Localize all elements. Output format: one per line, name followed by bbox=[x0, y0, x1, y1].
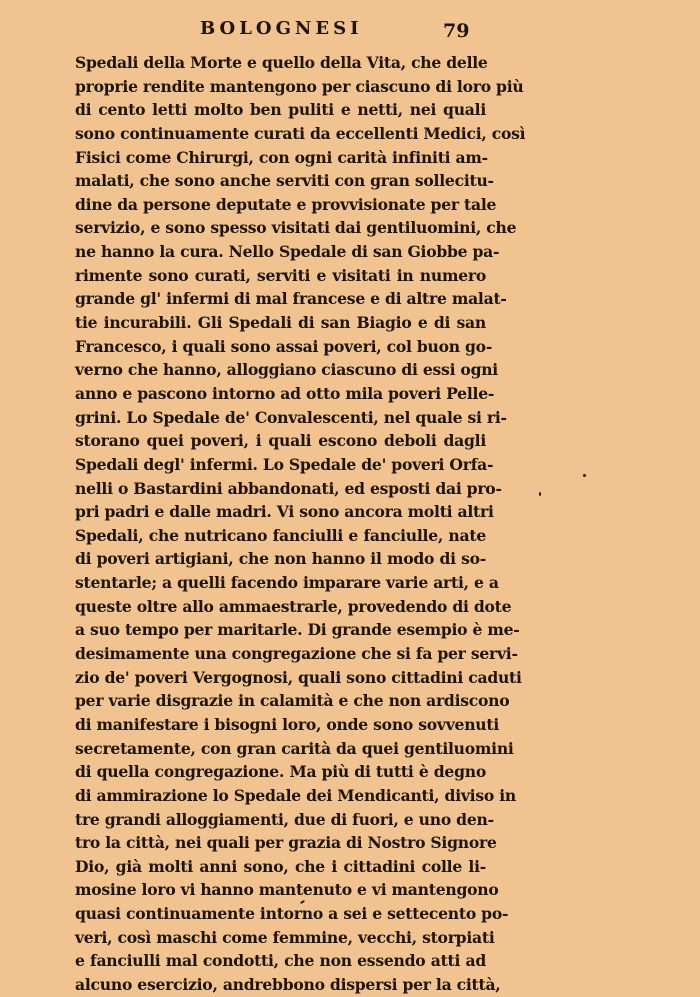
text-line: quasi continuamente intorno a sei e settecento po- bbox=[75, 904, 509, 924]
text-line: proprie rendite mantengono per ciascuno di loro più bbox=[75, 76, 524, 96]
text-line: di quella congregazione. Ma più di tutti è degno bbox=[75, 762, 486, 782]
text-line: alcuno esercizio, andrebbono dispersi per la città, bbox=[75, 974, 501, 994]
text-line: tre grandi alloggiamenti, due di fuori, e uno den- bbox=[75, 809, 494, 829]
text-line: Dio, già molti anni sono, che i cittadini colle li- bbox=[75, 856, 486, 876]
text-line: di poveri artigiani, che non hanno il modo di so- bbox=[75, 549, 486, 569]
text-line: storano quei poveri, i quali escono deboli dagli bbox=[75, 431, 486, 451]
text-line: desimamente una congregazione che si fa per servi- bbox=[75, 644, 518, 664]
text-line: di manifestare i bisogni loro, onde sono sovvenuti bbox=[75, 714, 500, 734]
text-line: grande gl' infermi di mal francese e di altre malat- bbox=[75, 289, 507, 309]
text-line: stentarle; a quelli facendo imparare varie arti, e a bbox=[75, 573, 499, 593]
text-line: Spedali, che nutricano fanciulli e fanciulle, nate bbox=[75, 525, 486, 545]
text-line: Francesco, i quali sono assai poveri, col buon go- bbox=[75, 336, 493, 356]
text-line: verno che hanno, alloggiano ciascuno di essi ogni bbox=[75, 360, 498, 380]
text-line: veri, così maschi come femmine, vecchi, storpiati bbox=[75, 927, 495, 947]
page-number: 79 bbox=[443, 20, 470, 42]
text-line: pri padri e dalle madri. Vi sono ancora molti altri bbox=[75, 502, 494, 522]
text-line: e fanciulli mal condotti, che non essendo atti ad bbox=[75, 951, 486, 971]
text-line: mosine loro vi hanno mantenuto e vi mantengono bbox=[75, 880, 499, 900]
text-line: grini. Lo Spedale de' Convalescenti, nel quale si ri- bbox=[75, 407, 507, 427]
text-line: dine da persone deputate e provvisionate per tale bbox=[75, 194, 497, 214]
text-line: anno e pascono intorno ad otto mila poveri Pelle- bbox=[75, 383, 495, 403]
text-line: secretamente, con gran carità da quei gentiluomini bbox=[75, 738, 514, 758]
running-title: BOLOGNESI bbox=[200, 18, 363, 39]
text-line: tro la città, nei quali per grazia di Nostro Signore bbox=[75, 833, 497, 853]
text-line: Spedali degl' infermi. Lo Spedale de' poveri Orfa- bbox=[75, 454, 494, 474]
text-line: servizio, e sono spesso visitati dai gentiluomini, che bbox=[75, 218, 517, 238]
text-line: di cento letti molto ben puliti e netti, nei quali bbox=[75, 100, 486, 120]
scan-speck bbox=[583, 474, 586, 477]
body-text bbox=[75, 51, 526, 997]
text-line: sono continuamente curati da eccellenti Medici, così bbox=[75, 123, 526, 143]
text-line: a suo tempo per maritarle. Di grande esempio è me- bbox=[75, 620, 520, 640]
text-line: ne hanno la cura. Nello Spedale di san Giobbe pa- bbox=[75, 242, 500, 262]
scan-speck bbox=[539, 492, 541, 496]
text-line: malati, che sono anche serviti con gran sollecitu- bbox=[75, 171, 494, 191]
text-line: zio de' poveri Vergognosi, quali sono cittadini caduti bbox=[75, 667, 522, 687]
text-line: queste oltre allo ammaestrarle, provedendo di dote bbox=[75, 596, 512, 616]
text-line: tie incurabili. Gli Spedali di san Biagio e di san bbox=[75, 313, 486, 333]
text-line: per varie disgrazie in calamità e che non ardiscono bbox=[75, 691, 510, 711]
text-line: di ammirazione lo Spedale dei Mendicanti, diviso in bbox=[75, 785, 516, 805]
text-line: Fisici come Chirurgi, con ogni carità infiniti am- bbox=[75, 147, 488, 167]
text-line: nelli o Bastardini abbandonati, ed esposti dai pro- bbox=[75, 478, 502, 498]
text-line: rimente sono curati, serviti e visitati in numero bbox=[75, 265, 486, 285]
text-line: Spedali della Morte e quello della Vita, che delle bbox=[75, 53, 488, 72]
